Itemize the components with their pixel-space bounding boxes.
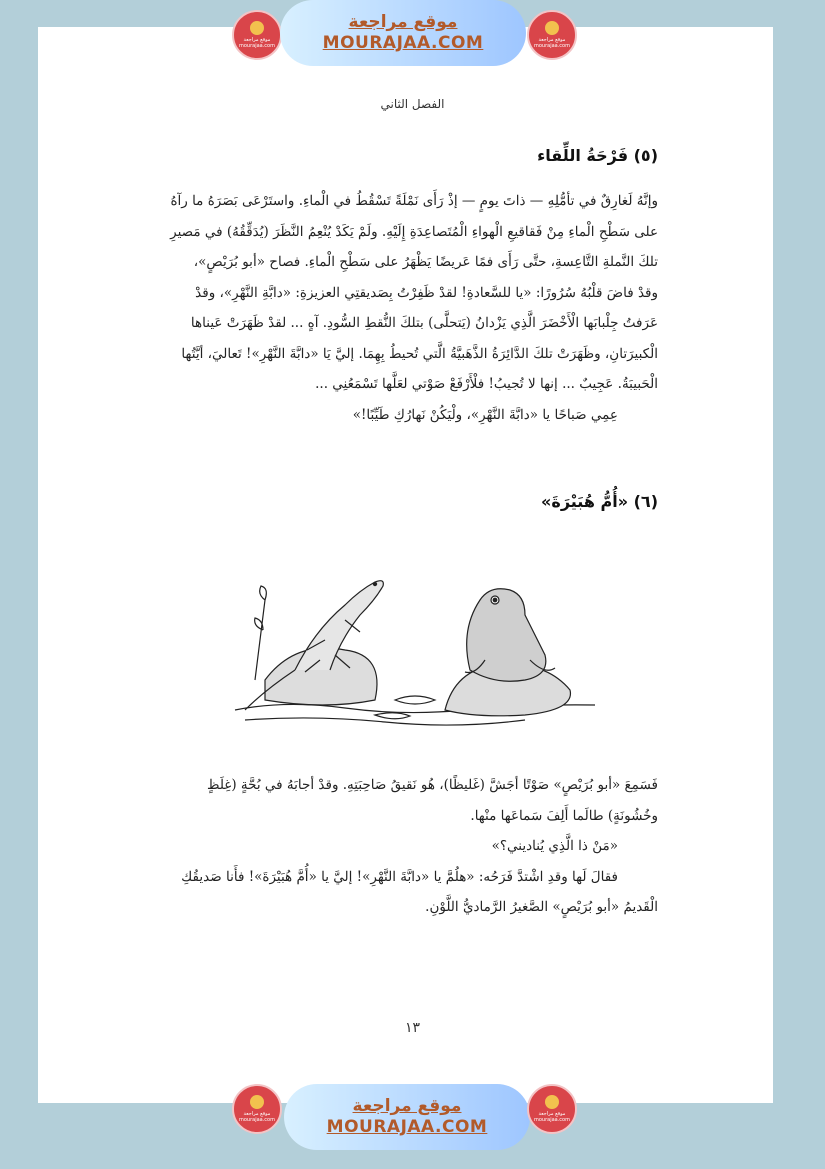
- badge-text-ar: موقع مراجعة: [243, 1111, 271, 1117]
- banner-site-en: MOURAJAA.COM: [322, 33, 484, 53]
- badge-text-ar: موقع مراجعة: [538, 1111, 566, 1117]
- paragraph-line: عَرَفتُ جِلْبابَها الْأَخْضَرَ الَّذِي يَزْدانُ (يَتحلَّى) بتلكَ النُّقطِ السُّودِ. آهٍ ... لقدْ ظَهَرَتْ عَيناها: [190, 315, 658, 331]
- watermark-badge-left-top: [232, 10, 282, 60]
- paragraph-line: وقدْ فاضَ قلْبُهُ سُرُورًا: «يا للسَّعادةِ! لقدْ ظَفِرْتُ بِصَديقتِي العزيزةِ: «دابَّةِ النَّهْرِ»، وقدْ: [195, 284, 658, 301]
- logo-icon: [250, 21, 264, 35]
- section-6-body: [163, 770, 658, 923]
- banner-site-ar: موقع مراجعة: [348, 12, 458, 32]
- badge-text-en: mourajaa.com: [238, 43, 275, 49]
- logo-icon: [545, 1095, 559, 1109]
- paragraph-line: الْقَديمُ «أبو بُرَيْصٍ» الصَّغيرُ الرَّماديُّ اللَّوْنِ.: [425, 899, 658, 915]
- badge-text-en: mourajaa.com: [533, 1117, 570, 1123]
- page-number: ١٣: [404, 1020, 421, 1036]
- watermark-banner-top[interactable]: [280, 0, 526, 66]
- paragraph-line: الْكبيرَتانِ، وظَهَرَتْ تلكَ الدَّائِرَةُ الذَّهَبيَّةُ الَّتي تُحيطُ بِهِمَا. إليَّ يَا «دابَّةَ النَّهْرِ»! تَعاليَ، أيَّتُها: [181, 345, 658, 362]
- paragraph-line: الْحَبيبَةُ. عَجِيبٌ ... إنها لا تُجيبُ! فلْأَرْفَعْ صَوْتي لعَلَّها تَسْمَعُنِي ...: [315, 376, 658, 392]
- paragraph-line: وإنَّهُ لَغارِقٌ في تأمُّلِهِ — ذاتَ يومٍ — إذْ رَأَى نَمْلَةً تَسْقُطُ في الْماءِ. واستَرْعَى بَصَرَهُ ما رآهُ: [170, 193, 658, 209]
- paragraph-line: وخُشُونَةٍ) طالَما أَلِفَ سَماعَها منْها.: [470, 807, 658, 824]
- banner-site-en: MOURAJAA.COM: [326, 1117, 488, 1137]
- watermark-banner-bottom[interactable]: [284, 1084, 530, 1150]
- section-5-heading: (٥) فَرْحَةُ اللِّقاء: [537, 146, 658, 165]
- paragraph-line: عِمِي صَباحًا يا «دابَّةَ النَّهْرِ»، ولْيَكُنْ نَهارُكِ طَيِّبًا!»: [352, 406, 618, 423]
- chapter-label: الفصل الثاني: [380, 97, 445, 111]
- watermark-badge-left-bottom: [232, 1084, 282, 1134]
- watermark-badge-right-top: [527, 10, 577, 60]
- paragraph-line: على سَطْحِ الْماءِ مِنْ فَقاقيعِ الْهواءِ الْمُتَصاعِدَةِ إِلَيْهِ. ولَمْ يَكَدْ يُنْعِمُ النَّظَرَ (يُدَقِّقُهُ) في مَصيرِ: [170, 223, 658, 240]
- logo-icon: [250, 1095, 264, 1109]
- paragraph-line: تلكَ النَّملةِ التَّاعِسةِ، حتَّى رَأَى فمًا عَريضًا يَظْهَرُ على سَطْحِ الْماءِ. فصاح «أبو بُرَيْصٍ»،: [193, 254, 658, 270]
- section-6-heading: (٦) «أُمُّ هُبَيْرَةَ»: [541, 492, 658, 511]
- badge-text-en: mourajaa.com: [238, 1117, 275, 1123]
- badge-text-en: mourajaa.com: [533, 43, 570, 49]
- quote-line: «مَنْ ذا الَّذِي يُناديني؟»: [491, 838, 618, 854]
- lizard-frog-illustration: [225, 560, 605, 730]
- paragraph-line: فقالَ لَها وقدِ اشْتدَّ فَرَحُه: «هلُمَّ يا «دابَّةَ النَّهْرِ»! إليَّ يا «أُمَّ هُبَيْرَةَ»! فأَنا صَديقُكِ: [181, 868, 618, 885]
- badge-text-ar: موقع مراجعة: [538, 37, 566, 43]
- paragraph-line: فَسَمِعَ «أبو بُرَيْصٍ» صَوْتًا أجَشَّ (غَليظًا)، هُو نَقيقُ صَاحِبَتِهِ. وقدْ أجابَهُ في بُحَّةٍ (غِلَظٍ: [207, 777, 658, 793]
- logo-icon: [545, 21, 559, 35]
- badge-text-ar: موقع مراجعة: [243, 37, 271, 43]
- section-5-body: [163, 186, 658, 430]
- banner-site-ar: موقع مراجعة: [352, 1096, 462, 1116]
- watermark-badge-right-bottom: [527, 1084, 577, 1134]
